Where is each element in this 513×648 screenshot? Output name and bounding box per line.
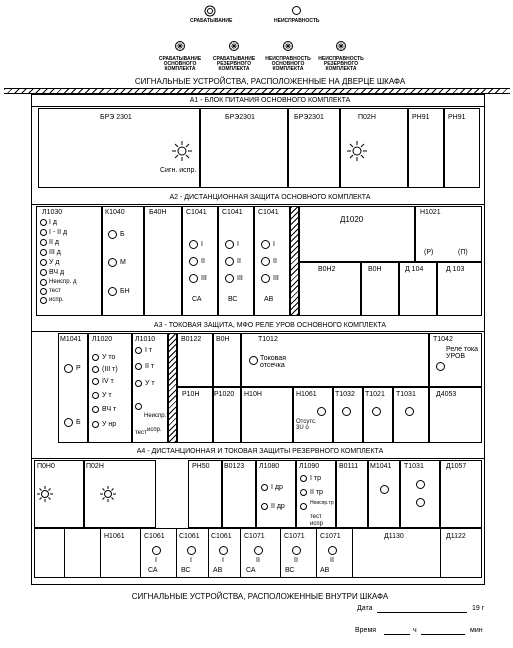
indicator-lamp-icon xyxy=(300,489,307,496)
a1-label-4: РН91 xyxy=(412,114,430,121)
indicator-lamp-icon xyxy=(92,378,99,385)
a4-h-t1031: Т1031 xyxy=(404,463,424,470)
lamp-label: Неиспр. д xyxy=(49,279,77,285)
a3-h-t1021: Т1021 xyxy=(365,391,385,398)
a4-h-m1041: М1041 xyxy=(370,463,392,470)
phase-label: СА xyxy=(192,296,202,303)
lamp-label: Б xyxy=(76,419,81,426)
indicator-lamp-icon xyxy=(436,362,445,371)
a4-v0111 xyxy=(336,460,368,528)
indicator-lamp-icon xyxy=(108,258,117,267)
a3-m1041 xyxy=(58,333,88,443)
a4-d1057 xyxy=(440,460,482,528)
a4-v0123 xyxy=(222,460,256,528)
a2-h-b40n: Б40Н xyxy=(149,209,167,216)
divider xyxy=(31,331,485,332)
indicator-lamp-icon xyxy=(416,480,425,489)
indicator-lamp-icon xyxy=(40,259,47,266)
lamp-label: испр. xyxy=(147,427,162,433)
door-title: СИГНАЛЬНЫЕ УСТРОЙСТВА, РАСПОЛОЖЕННЫЕ НА ДВЕРЦЕ ШКАФА xyxy=(134,77,406,86)
a1-label-0: БРЭ 2301 xyxy=(100,114,132,121)
phase-label: АВ xyxy=(264,296,274,303)
a2-title: А2 - ДИСТАНЦИОННАЯ ЗАЩИТА ОСНОВНОГО КОМПЛЕКТА xyxy=(169,194,371,201)
minute-line xyxy=(421,634,465,635)
a4-h-rn50: РН50 xyxy=(192,463,210,470)
indicator-lamp-icon xyxy=(40,229,47,236)
a3-h-t1012: Т1012 xyxy=(258,336,278,343)
lamp-label: БН xyxy=(120,288,130,295)
indicator-lamp-icon xyxy=(405,407,414,416)
lamp-label: Р xyxy=(76,365,81,372)
phase-label: ВС xyxy=(285,567,295,574)
lamp-label: I тр xyxy=(310,475,321,482)
lamp-label: II xyxy=(330,557,334,564)
time-label: Время xyxy=(355,627,377,634)
circle-star-icon xyxy=(283,41,293,51)
indicator-lamp-icon xyxy=(317,407,326,416)
lamp-label: II xyxy=(256,557,260,564)
lamp-label: II тр xyxy=(310,489,323,496)
a3-h-r10n: Р10Н xyxy=(182,391,200,398)
indicator-lamp-icon xyxy=(187,546,196,555)
phase-label: АВ xyxy=(213,567,223,574)
indicator-lamp-icon xyxy=(135,380,142,387)
n1021-label-r: (Р) xyxy=(424,249,434,256)
indicator-lamp-icon xyxy=(108,287,117,296)
lamp-label: I д xyxy=(49,219,57,226)
phase-label: СА xyxy=(148,567,158,574)
phase-label: ВС xyxy=(181,567,191,574)
sun-lamp-icon xyxy=(100,486,116,502)
a3-h-v0n: В0Н xyxy=(216,336,230,343)
indicator-lamp-icon xyxy=(225,257,234,266)
lamp-label: I xyxy=(273,241,275,248)
divider xyxy=(31,106,485,107)
a2-b40n xyxy=(144,206,182,316)
lamp-label: II xyxy=(294,557,298,564)
indicator-lamp-icon xyxy=(92,354,99,361)
indicator-lamp-icon xyxy=(92,406,99,413)
indicator-lamp-icon xyxy=(416,498,425,507)
legend-reserve-fault: НЕИСПРАВНОСТЬ РЕЗЕРВНОГО КОМПЛЕКТА xyxy=(318,56,364,72)
circle-star-icon xyxy=(336,41,346,51)
indicator-lamp-icon xyxy=(64,364,73,373)
lamp-label: У нр xyxy=(102,421,117,428)
divider xyxy=(280,528,281,578)
lamp-label: Б xyxy=(120,231,125,238)
a4-b-c1071a: С1071 xyxy=(244,533,265,540)
a3-title: А3 - ТОКОВАЯ ЗАЩИТА, МФО РЕЛЕ УРОВ ОСНОВНОГО КОМПЛЕКТА xyxy=(153,322,387,329)
lamp-label: I xyxy=(201,241,203,248)
lamp-label: I - II д xyxy=(49,229,68,236)
indicator-lamp-icon xyxy=(261,274,270,283)
a4-h-p02n: П02Н xyxy=(86,463,104,470)
a1-lamp-label: Сигн. испр. xyxy=(160,167,197,174)
lamp-label: I xyxy=(155,557,157,564)
a3-h-r1020: Р1020 xyxy=(214,391,235,398)
a3-h-n1061: Н1061 xyxy=(296,391,317,398)
lamp-label: I др xyxy=(271,484,283,491)
indicator-lamp-icon xyxy=(92,366,99,373)
a4-h-l1080: Л1080 xyxy=(259,463,280,470)
indicator-lamp-icon xyxy=(92,421,99,428)
phase-label: АВ xyxy=(320,567,330,574)
indicator-lamp-icon xyxy=(300,503,307,510)
circle-icon xyxy=(292,6,301,15)
indicator-lamp-icon xyxy=(92,392,99,399)
a1-label-5: РН91 xyxy=(448,114,466,121)
a3-h-t1042: Т1042 xyxy=(433,336,453,343)
indicator-lamp-icon xyxy=(40,249,47,256)
indicator-lamp-icon xyxy=(40,279,47,286)
divider xyxy=(64,528,65,578)
a4-rn50 xyxy=(188,460,222,528)
indicator-lamp-icon xyxy=(189,274,198,283)
lamp-label: I xyxy=(237,241,239,248)
indicator-lamp-icon xyxy=(300,475,307,482)
circle-star-icon xyxy=(175,41,185,51)
lamp-label: II xyxy=(273,258,277,265)
lamp-label: II др xyxy=(271,503,285,510)
legend-label-fault: НЕИСПРАВНОСТЬ xyxy=(274,18,320,24)
a3-h-l1020: Л1020 xyxy=(92,336,113,343)
a4-b-c1061b: С1061 xyxy=(179,533,200,540)
lamp-label: тест xyxy=(49,288,61,294)
divider xyxy=(176,528,177,578)
a4-h-d1057: Д1057 xyxy=(446,463,467,470)
sun-lamp-icon xyxy=(347,141,367,161)
legend-main-fault: НЕИСПРАВНОСТЬ ОСНОВНОГО КОМПЛЕКТА xyxy=(265,56,311,72)
indicator-lamp-icon xyxy=(261,503,268,510)
date-line xyxy=(377,612,467,613)
inside-title: СИГНАЛЬНЫЕ УСТРОЙСТВА, РАСПОЛОЖЕННЫЕ ВНУТРИ ШКАФА xyxy=(131,592,389,601)
indicator-lamp-icon xyxy=(342,407,351,416)
lamp-label: I xyxy=(190,557,192,564)
indicator-lamp-icon xyxy=(261,484,268,491)
a4-b-c1061a: С1061 xyxy=(144,533,165,540)
indicator-lamp-icon xyxy=(108,230,117,239)
a2-hatch xyxy=(290,206,299,316)
indicator-lamp-icon xyxy=(254,546,263,555)
indicator-lamp-icon xyxy=(261,257,270,266)
indicator-lamp-icon xyxy=(261,240,270,249)
date-label: Дата xyxy=(357,605,373,612)
divider xyxy=(100,528,101,578)
lamp-label: ВЧ т xyxy=(102,406,117,413)
a4-t1031 xyxy=(400,460,440,528)
hour-suffix: ч xyxy=(413,627,417,634)
a4-b-n1061: Н1061 xyxy=(104,533,125,540)
a4-p02n xyxy=(84,460,156,528)
a4-m1041 xyxy=(368,460,400,528)
lamp-label: У т xyxy=(102,392,112,399)
a2-h-v0n: В0Н xyxy=(368,266,382,273)
sun-lamp-icon xyxy=(37,486,53,502)
a3-t1042-label: Реле тока УРОВ xyxy=(446,346,479,360)
a4-b-c1061c: С1061 xyxy=(211,533,232,540)
lamp-label: У д xyxy=(49,259,60,266)
divider xyxy=(31,458,485,459)
indicator-lamp-icon xyxy=(219,546,228,555)
a3-h-m1041: М1041 xyxy=(60,336,82,343)
indicator-lamp-icon xyxy=(152,546,161,555)
lamp-label: испр xyxy=(310,521,323,527)
lamp-label: II xyxy=(201,258,205,265)
a4-b-d1130: Д1130 xyxy=(384,533,404,540)
a3-h-n10n: Н10Н xyxy=(244,391,262,398)
indicator-lamp-icon xyxy=(40,269,47,276)
divider xyxy=(352,528,353,578)
lamp-label: испр. xyxy=(49,297,64,303)
lamp-label: Неиспр.т xyxy=(144,413,170,419)
a2-h-v0n2: В0Н2 xyxy=(318,266,336,273)
divider xyxy=(440,528,441,578)
lamp-label: М xyxy=(120,259,126,266)
year-suffix: 19 г xyxy=(472,605,485,612)
a2-h-d104: Д 104 xyxy=(405,266,424,273)
indicator-lamp-icon xyxy=(40,297,47,304)
divider xyxy=(140,528,141,578)
a1-label-1: БРЭ2301 xyxy=(225,114,255,121)
a3-t1012-label: Токовая отсечка xyxy=(260,355,286,369)
a4-b-d1122: Д1122 xyxy=(446,533,466,540)
a2-h-c2: С1041 xyxy=(222,209,243,216)
indicator-lamp-icon xyxy=(249,356,258,365)
indicator-lamp-icon xyxy=(40,239,47,246)
a1-label-2: БРЭ2301 xyxy=(294,114,324,121)
lamp-label: тест xyxy=(310,514,322,520)
lamp-label: II т xyxy=(145,363,155,370)
circle-star-icon xyxy=(229,41,239,51)
a1-label-3: П02Н xyxy=(358,114,376,121)
indicator-lamp-icon xyxy=(135,403,142,410)
a1-title: А1 - БЛОК ПИТАНИЯ ОСНОВНОГО КОМПЛЕКТА xyxy=(189,97,351,104)
divider xyxy=(316,528,317,578)
lamp-label: II xyxy=(237,258,241,265)
a3-hatch xyxy=(168,333,177,443)
indicator-lamp-icon xyxy=(328,546,337,555)
a4-b-c1071c: С1071 xyxy=(320,533,341,540)
lamp-label: III д xyxy=(49,249,61,256)
indicator-lamp-icon xyxy=(189,257,198,266)
a2-h-l1030: Л1030 xyxy=(42,209,63,216)
indicator-lamp-icon xyxy=(225,240,234,249)
n1021-label-p: (П) xyxy=(458,249,468,256)
divider xyxy=(208,528,209,578)
a4-h-v0111: В0111 xyxy=(339,463,359,470)
a2-h-d103: Д 103 xyxy=(446,266,465,273)
minute-suffix: мин xyxy=(470,627,483,634)
a2-h-n1021: Н1021 xyxy=(420,209,441,216)
phase-label: СА xyxy=(246,567,256,574)
hour-line xyxy=(384,634,410,635)
a4-h-l1090: Л1090 xyxy=(299,463,320,470)
a4-h-v0123: В0123 xyxy=(224,463,245,470)
lamp-label: III xyxy=(273,275,279,282)
indicator-lamp-icon xyxy=(225,274,234,283)
indicator-lamp-icon xyxy=(135,363,142,370)
divider xyxy=(240,528,241,578)
indicator-lamp-icon xyxy=(64,418,73,427)
a2-h-k1040: К1040 xyxy=(105,209,125,216)
a4-title: А4 - ДИСТАНЦИОННАЯ И ТОКОВАЯ ЗАЩИТЫ РЕЗЕРВНОГО КОМПЛЕКТА xyxy=(136,448,384,455)
lamp-label: II д xyxy=(49,239,59,246)
indicator-lamp-icon xyxy=(372,407,381,416)
a2-h-c3: С1041 xyxy=(258,209,279,216)
lamp-label: I xyxy=(222,557,224,564)
a3-h-v0122: В0122 xyxy=(181,336,202,343)
lamp-label: Неиспр.тр xyxy=(310,500,334,506)
lamp-label: У т xyxy=(145,380,155,387)
lamp-label: У то xyxy=(102,354,116,361)
indicator-lamp-icon xyxy=(380,485,389,494)
lamp-label: ВЧ д xyxy=(49,269,65,276)
a3-h-d4053: Д4053 xyxy=(436,391,457,398)
a4-b-c1071b: С1071 xyxy=(284,533,305,540)
lamp-label: IV т xyxy=(102,378,114,385)
lamp-label: III xyxy=(201,275,207,282)
indicator-lamp-icon xyxy=(40,219,47,226)
divider xyxy=(31,204,485,205)
indicator-lamp-icon xyxy=(189,240,198,249)
lamp-label: III xyxy=(237,275,243,282)
a4-l1080 xyxy=(256,460,296,528)
sun-lamp-icon xyxy=(172,141,192,161)
a3-h-t1032: Т1032 xyxy=(335,391,355,398)
a4-h-p0n0: П0Н0 xyxy=(37,463,55,470)
phase-label: ВС xyxy=(228,296,238,303)
legend-main-trip: СРАБАТЫВАНИЕ ОСНОВНОГО КОМПЛЕКТА xyxy=(158,56,202,72)
lamp-label: I т xyxy=(145,347,153,354)
legend-reserve-trip: СРАБАТЫВАНИЕ РЕЗЕРВНОГО КОМПЛЕКТА xyxy=(212,56,256,72)
indicator-lamp-icon xyxy=(135,347,142,354)
lamp-label: тест xyxy=(135,430,147,436)
indicator-lamp-icon xyxy=(40,288,47,295)
a3-n1061-label: Отсутс. 3U о xyxy=(296,419,317,431)
a2-h-d1020: Д1020 xyxy=(340,215,364,224)
lamp-label: (III т) xyxy=(102,366,118,373)
bullseye-icon xyxy=(205,6,215,16)
a2-h-c1: С1041 xyxy=(186,209,207,216)
a3-h-l1010: Л1010 xyxy=(135,336,156,343)
a3-h-t1031: Т1031 xyxy=(396,391,416,398)
indicator-lamp-icon xyxy=(292,546,301,555)
legend-label-trip: СРАБАТЫВАНИЕ xyxy=(190,18,233,24)
